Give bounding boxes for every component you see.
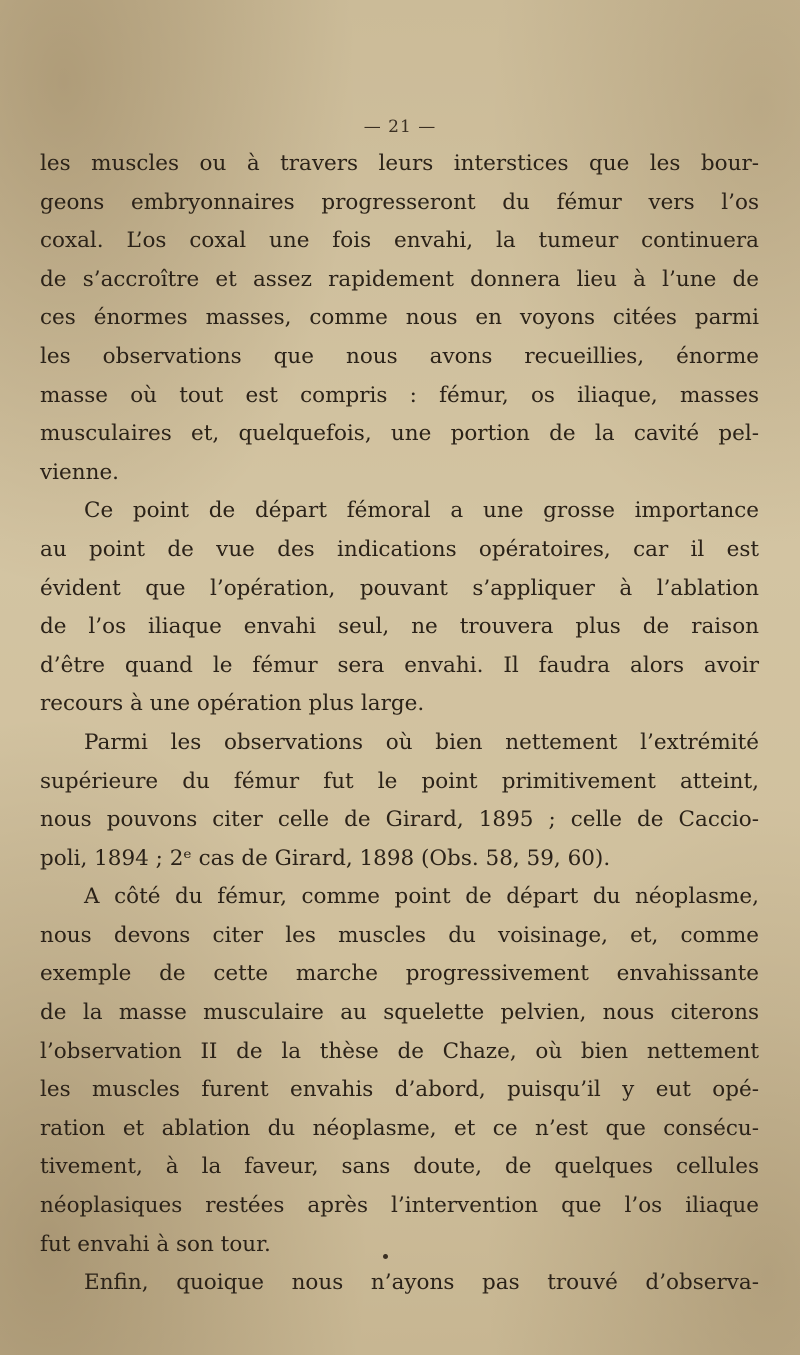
text-line: évident que l’opération, pouvant s’appliquer à l’ablation	[40, 575, 759, 601]
text-line: ces énormes masses, comme nous en voyons citées parmi	[40, 305, 759, 331]
text-line: les muscles furent envahis d’abord, puisqu’il y eut opé-	[40, 1077, 759, 1103]
text-line: au point de vue des indications opératoires, car il est	[40, 536, 759, 562]
text-line: l’observation II de la thèse de Chaze, où bien nettement	[40, 1038, 759, 1064]
body-text	[40, 145, 759, 1303]
text-line: d’être quand le fémur sera envahi. Il faudra alors avoir	[40, 652, 759, 678]
text-line: A côté du fémur, comme point de départ du néoplasme,	[84, 884, 759, 910]
text-line: ration et ablation du néoplasme, et ce n’est que consécu-	[40, 1115, 759, 1141]
text-line: coxal. L’os coxal une fois envahi, la tumeur continuera	[40, 228, 759, 254]
text-line: poli, 1894 ; 2ᵉ cas de Girard, 1898 (Obs. 58, 59, 60).	[40, 845, 611, 871]
text-line: musculaires et, quelquefois, une portion de la cavité pel-	[40, 421, 759, 447]
text-line: supérieure du fémur fut le point primitivement atteint,	[40, 768, 759, 794]
text-line: nous pouvons citer celle de Girard, 1895 ; celle de Caccio-	[40, 807, 759, 833]
ink-speck	[383, 1254, 388, 1259]
text-line: tivement, à la faveur, sans doute, de quelques cellules	[40, 1154, 759, 1180]
text-line: néoplasiques restées après l’intervention que l’os iliaque	[40, 1193, 759, 1219]
text-line: Enfin, quoique nous n’ayons pas trouvé d’observa-	[84, 1270, 759, 1296]
text-line: vienne.	[40, 459, 119, 485]
text-line: exemple de cette marche progressivement envahissante	[40, 961, 759, 987]
text-line: de l’os iliaque envahi seul, ne trouvera plus de raison	[40, 614, 759, 640]
text-line: recours à une opération plus large.	[40, 691, 425, 717]
text-line: de s’accroître et assez rapidement donnera lieu à l’une de	[40, 266, 759, 292]
text-line: fut envahi à son tour.	[40, 1231, 271, 1257]
page-number: — 21 —	[363, 117, 437, 137]
text-line: de la masse musculaire au squelette pelvien, nous citerons	[40, 1000, 759, 1026]
text-line: masse où tout est compris : fémur, os iliaque, masses	[40, 382, 759, 408]
text-line: Parmi les observations où bien nettement l’extrémité	[84, 729, 759, 755]
text-line: les muscles ou à travers leurs interstices que les bour-	[40, 151, 759, 176]
text-line: les observations que nous avons recueillies, énorme	[40, 343, 759, 369]
text-line: Ce point de départ fémoral a une grosse importance	[84, 498, 759, 524]
text-line: geons embryonnaires progresseront du fémur vers l’os	[40, 189, 759, 215]
text-line: nous devons citer les muscles du voisinage, et, comme	[40, 922, 759, 948]
